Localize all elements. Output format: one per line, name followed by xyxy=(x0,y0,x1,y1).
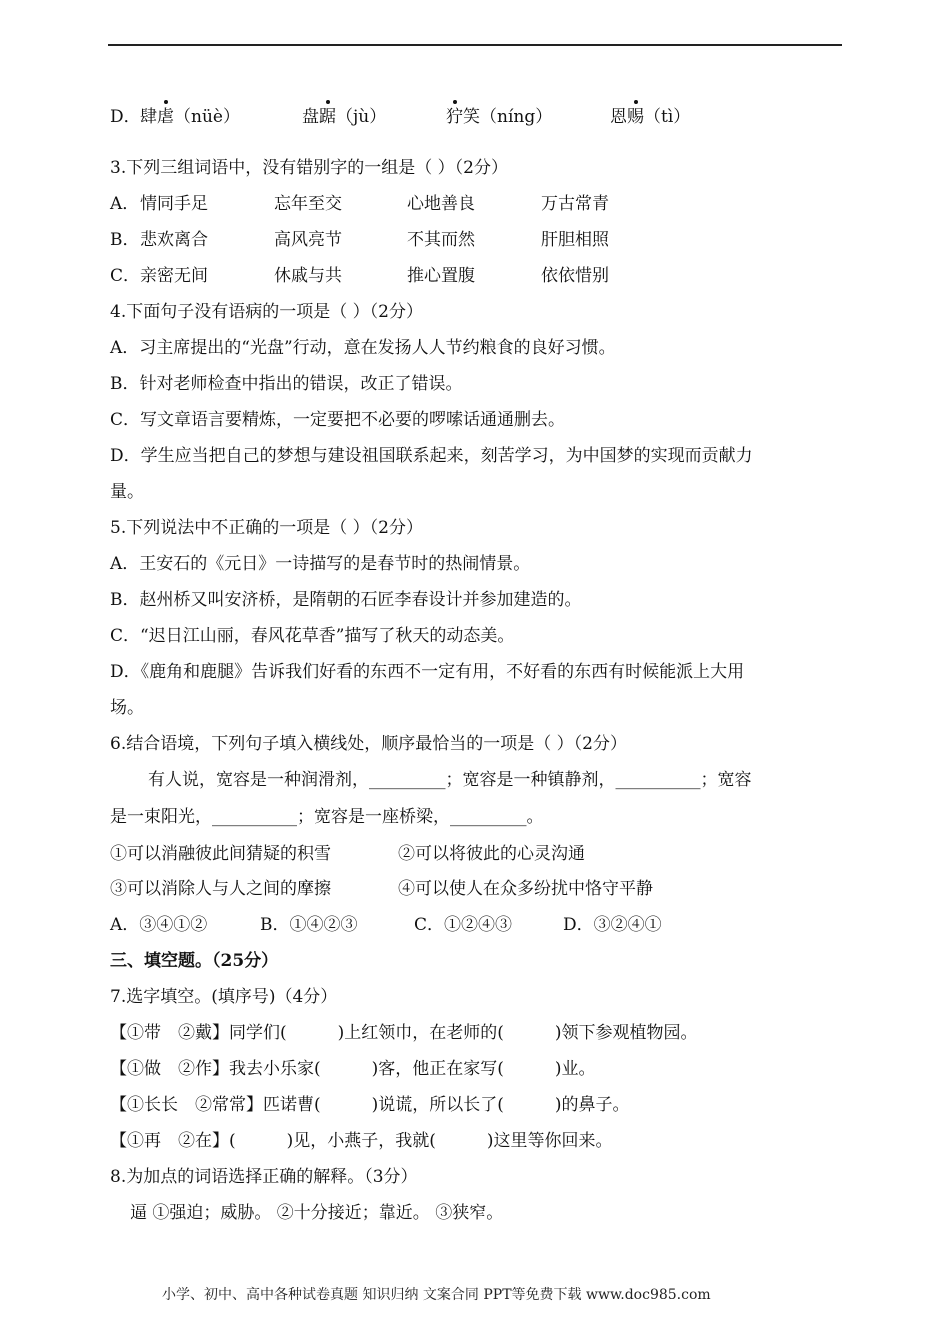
page-footer: 小学、初中、高中各种试卷真题 知识归纳 文案合同 PPT等免费下载 www.doc985.com xyxy=(162,1287,711,1303)
q6-stem: 6.结合语境，下列句子填入横线处，顺序最恰当的一项是（ ）（2分） xyxy=(110,734,627,754)
q7-row: 【①长长 ②常常】匹诺曹( )说谎，所以长了( )的鼻子。 xyxy=(110,1095,630,1115)
q6-passage-line1: 有人说，宽容是一种润滑剂，_________；宽容是一种镇静剂，__________；宽容 xyxy=(148,770,752,790)
q6-choice-d: D．③②④① xyxy=(563,915,662,935)
q3-word: 心地善良 xyxy=(407,194,475,214)
emphasis-dot-char: 虐 xyxy=(157,107,174,127)
q4-stem: 4.下面句子没有语病的一项是（ ）（2分） xyxy=(110,302,423,322)
q6-sentence-2: ②可以将彼此的心灵沟通 xyxy=(398,844,585,864)
q3-word: 万古常青 xyxy=(541,194,609,214)
q6-choice-c: C．①②④③ xyxy=(414,915,513,935)
q2-d-item-3: 狞笑（níng） xyxy=(446,107,553,127)
q5-option-d: D．《鹿角和鹿腿》告诉我们好看的东西不一定有用，不好看的东西有时候能派上大用 xyxy=(110,662,745,682)
q3-word: 高风亮节 xyxy=(274,230,342,250)
q4-option-d: D．学生应当把自己的梦想与建设祖国联系起来，刻苦学习，为中国梦的实现而贡献力 xyxy=(110,446,753,466)
q4-option-a: A．习主席提出的“光盘”行动，意在发扬人人节约粮食的良好习惯。 xyxy=(110,338,616,358)
q3-word: 依依惜别 xyxy=(541,266,609,286)
emphasis-dot-char: 赐 xyxy=(627,107,644,127)
q5-stem: 5.下列说法中不正确的一项是（ ）（2分） xyxy=(110,518,423,538)
q3-word: 忘年至交 xyxy=(274,194,342,214)
q6-sentence-4: ④可以使人在众多纷扰中恪守平静 xyxy=(398,879,653,899)
emphasis-dot-char: 狞 xyxy=(446,107,463,127)
q3-stem: 3.下列三组词语中，没有错别字的一组是（ ）（2分） xyxy=(110,158,508,178)
header-rule xyxy=(108,44,842,46)
q6-sentence-3: ③可以消除人与人之间的摩擦 xyxy=(110,879,331,899)
q8-stem: 8.为加点的词语选择正确的解释。（3分） xyxy=(110,1167,418,1187)
q8-definitions: 逼 ①强迫；威胁。 ②十分接近；靠近。 ③狭窄。 xyxy=(130,1203,504,1223)
q3-word: 肝胆相照 xyxy=(541,230,609,250)
q4-option-b: B．针对老师检查中指出的错误，改正了错误。 xyxy=(110,374,463,394)
q5-option-c: C．“迟日江山丽，春风花草香”描写了秋天的动态美。 xyxy=(110,626,515,646)
q7-stem: 7.选字填空。(填序号)（4分） xyxy=(110,987,338,1007)
q4-option-d-cont: 量。 xyxy=(110,482,144,502)
q7-row: 【①做 ②作】我去小乐家( )客，他正在家写( )业。 xyxy=(110,1059,596,1079)
q6-sentence-1: ①可以消融彼此间猜疑的积雪 xyxy=(110,844,331,864)
q3-word: 推心置腹 xyxy=(407,266,475,286)
q3-word: 悲欢离合 xyxy=(140,230,208,250)
emphasis-dot-char: 踞 xyxy=(319,107,336,127)
q6-choice-a: A．③④①② xyxy=(110,915,208,935)
q2-d-item-2: 盘踞（jù） xyxy=(302,107,387,127)
q5-option-d-cont: 场。 xyxy=(110,698,144,718)
q2-option-d-label: D． xyxy=(110,107,141,127)
section-heading: 三、填空题。（25分） xyxy=(110,951,279,971)
q3-word: 休戚与共 xyxy=(274,266,342,286)
q3-row-a-label: A． xyxy=(110,194,140,214)
q3-word: 亲密无间 xyxy=(140,266,208,286)
q3-word: 情同手足 xyxy=(140,194,208,214)
q6-choice-b: B．①④②③ xyxy=(260,915,358,935)
q5-option-a: A．王安石的《元日》一诗描写的是春节时的热闹情景。 xyxy=(110,554,531,574)
q2-d-item-4: 恩赐（tì） xyxy=(610,107,691,127)
q7-row: 【①带 ②戴】同学们( )上红领巾，在老师的( )领下参观植物园。 xyxy=(110,1023,698,1043)
q3-row-b-label: B． xyxy=(110,230,140,250)
q7-row: 【①再 ②在】( )见，小燕子，我就( )这里等你回来。 xyxy=(110,1131,613,1151)
q4-option-c: C．写文章语言要精炼，一定要把不必要的啰嗦话通通删去。 xyxy=(110,410,566,430)
q6-passage-line2: 是一束阳光，__________；宽容是一座桥梁，_________。 xyxy=(110,807,544,827)
q3-row-c-label: C． xyxy=(110,266,141,286)
q2-d-item-1: 肆虐（nüè） xyxy=(140,107,240,127)
q3-word: 不其而然 xyxy=(407,230,475,250)
q5-option-b: B．赵州桥又叫安济桥，是隋朝的石匠李春设计并参加建造的。 xyxy=(110,590,582,610)
